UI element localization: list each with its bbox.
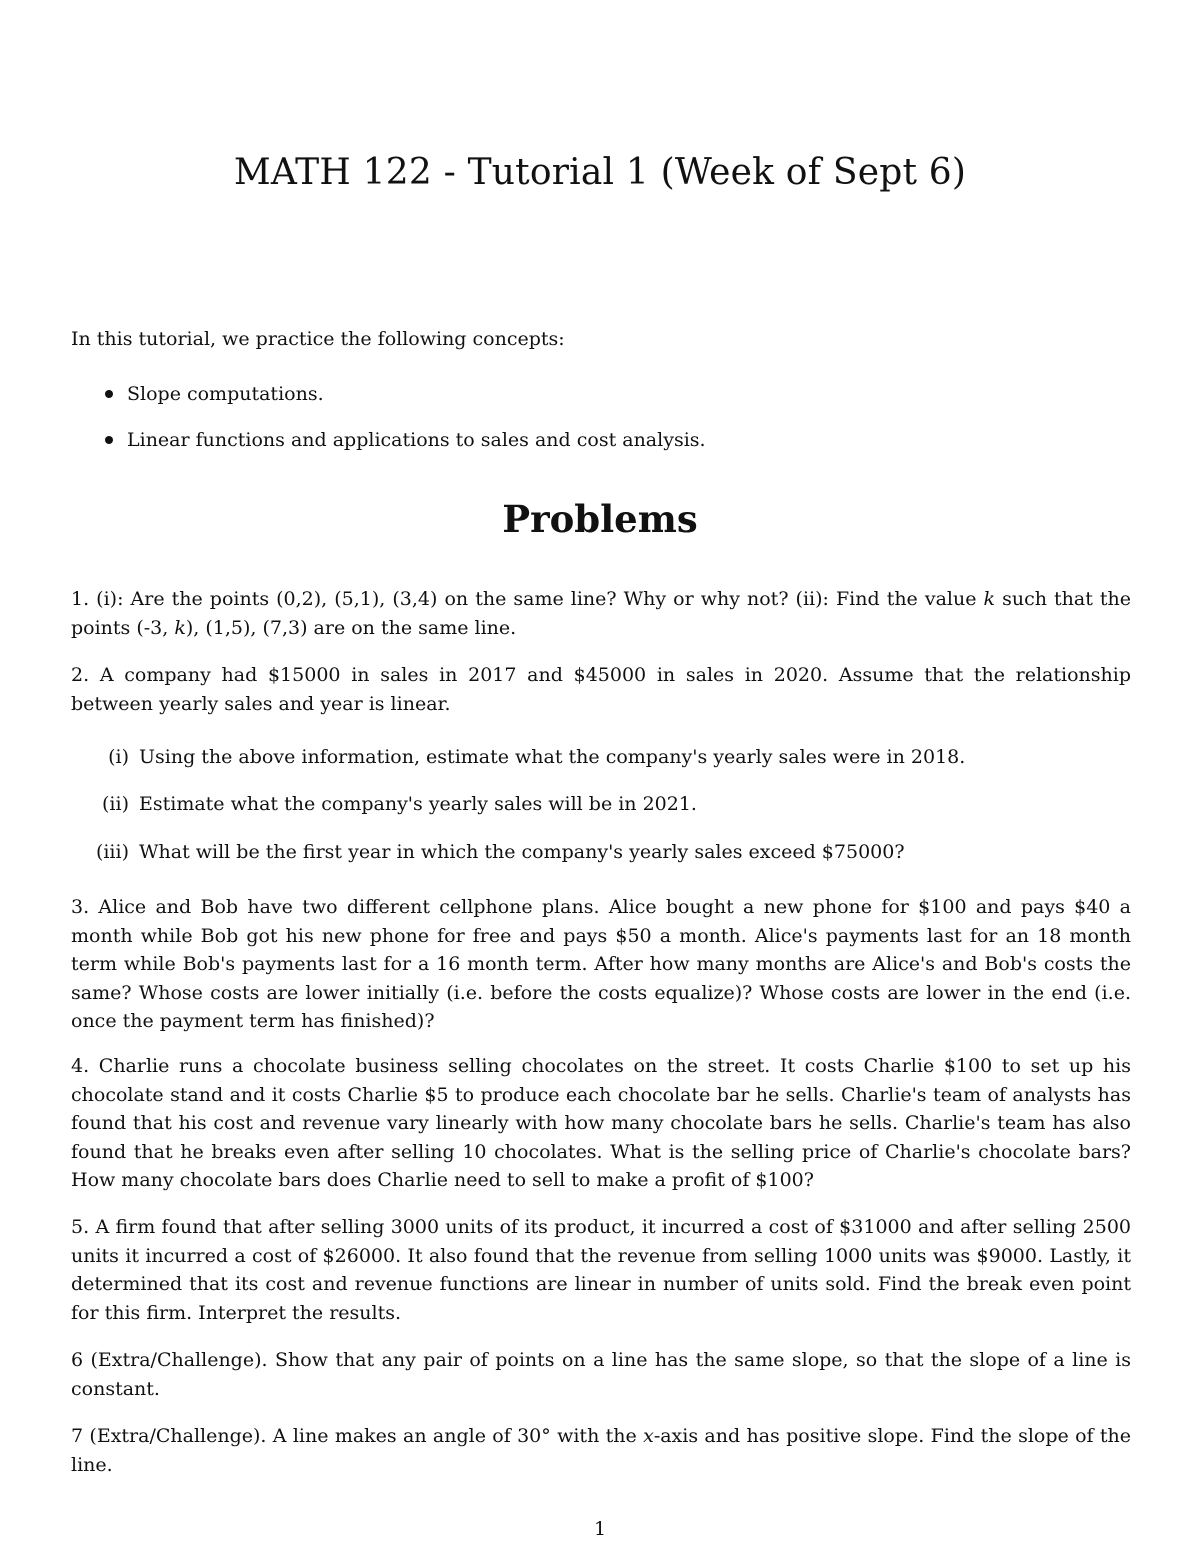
problem-1-text: 1. (i): Are the points (0,2), (5,1), (3,4) on the same line? Why or why not? (ii): Find the value [71, 588, 984, 610]
variable-x: x [643, 1425, 654, 1447]
concept-label: Slope computations. [127, 383, 324, 405]
problem-3: 3. Alice and Bob have two different cellphone plans. Alice bought a new phone for $100 and pays $40 a month while Bob got his new phone for free and pays $50 a month. Alice's payments last for an 18 month term while Bob's payments last for a 16 month term. After how many months are Alice's and Bob's costs the same? Whose costs are lower initially (i.e. before the costs equalize)? Whose costs are lower in the end (i.e. once the payment term has finished)? [71, 896, 1131, 1032]
subpart-text: What will be the first year in which the company's yearly sales exceed $75000? [139, 841, 905, 863]
subpart-number: (ii) [102, 793, 129, 815]
problem-5: 5. A firm found that after selling 3000 units of its product, it incurred a cost of $31000 and after selling 2500 units it incurred a cost of $26000. It also found that the revenue from selling 1000 units was $9000. Lastly, it determined that its cost and revenue functions are linear in number of units sold. Find the break even point for this firm. Interpret the results. [71, 1216, 1131, 1324]
problem-1 [71, 585, 1131, 642]
problem-1-text: such that the points (-3, [71, 588, 1132, 639]
problem-6: 6 (Extra/Challenge). Show that any pair of points on a line has the same slope, so that the slope of a line is constant. [71, 1349, 1131, 1400]
problem-1-text: ), (1,5), (7,3) are on the same line. [185, 616, 517, 639]
concepts-list [105, 380, 706, 471]
intro-text: In this tutorial, we practice the following concepts: [71, 328, 565, 350]
page-number: 1 [593, 1518, 607, 1540]
problem-2: 2. A company had $15000 in sales in 2017 and $45000 in sales in 2020. Assume that the relationship between yearly sales and year is linear. [71, 664, 1131, 715]
problem-7 [71, 1422, 1131, 1479]
problem-7-text: 7 (Extra/Challenge). A line makes an angle of 30° with the [71, 1425, 644, 1447]
problem-4: 4. Charlie runs a chocolate business selling chocolates on the street. It costs Charlie $100 to set up his chocolate stand and it costs Charlie $5 to produce each chocolate bar he sells. Charlie's team of analysts has found that his cost and revenue vary linearly with how many chocolate bars he sells. Charlie's team has also found that he breaks even after selling 10 chocolates. What is the selling price of Charlie's chocolate bars? How many chocolate bars does Charlie need to sell to make a profit of $100? [71, 1055, 1131, 1191]
list-item [105, 380, 706, 409]
subpart-text: Estimate what the company's yearly sales will be in 2021. [139, 793, 697, 815]
bullet-icon [105, 436, 113, 444]
subpart-number: (iii) [95, 841, 129, 863]
problem-2-subpart [71, 743, 1131, 772]
document-title: MATH 122 - Tutorial 1 (Week of Sept 6) [233, 152, 967, 193]
concept-label: Linear functions and applications to sales and cost analysis. [127, 428, 706, 451]
problem-7-text: -axis and has positive slope. Find the slope of the line. [71, 1425, 1132, 1476]
subpart-number: (i) [108, 746, 129, 768]
section-heading: Problems [502, 497, 698, 541]
variable-k: k [174, 616, 186, 639]
bullet-icon [105, 390, 113, 398]
subpart-text: Using the above information, estimate what the company's yearly sales were in 2018. [139, 746, 966, 768]
variable-k: k [983, 588, 996, 610]
problem-2-subpart [71, 790, 1131, 819]
list-item [105, 426, 706, 455]
problem-2-subpart [71, 838, 1131, 867]
